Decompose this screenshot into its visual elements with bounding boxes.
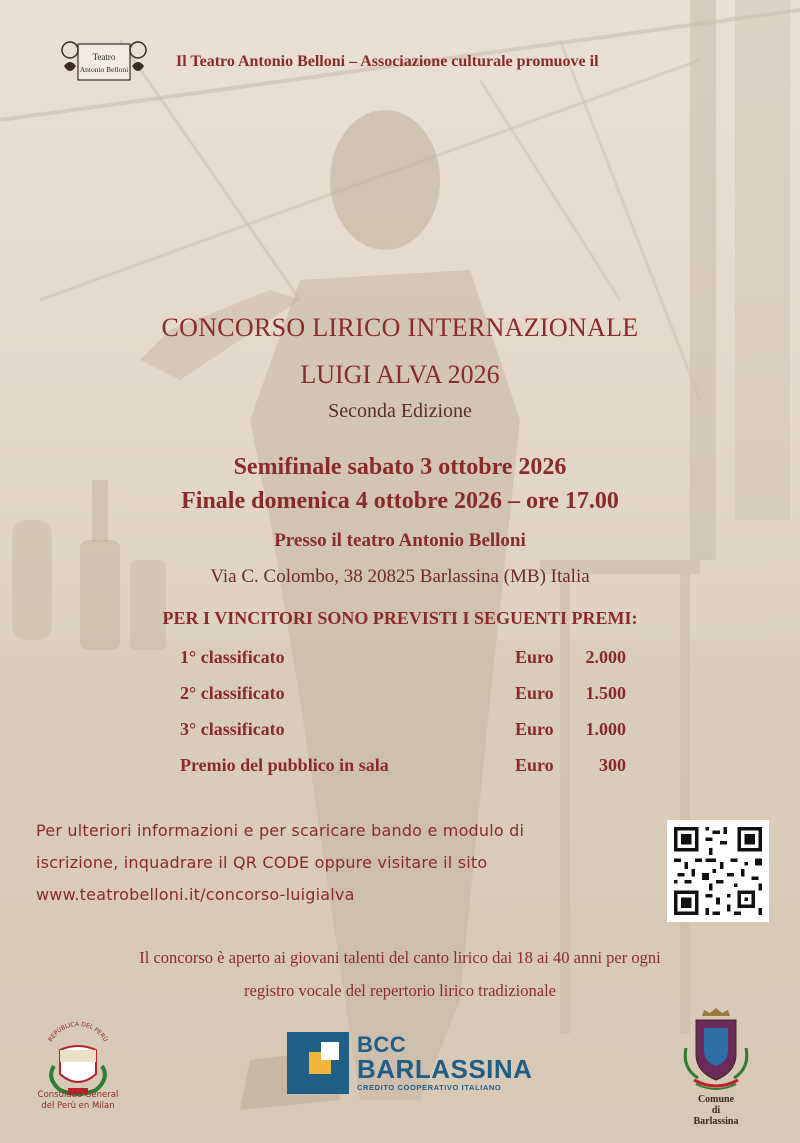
prize-amount: 2.000 bbox=[585, 647, 626, 667]
prize-currency: Euro bbox=[515, 647, 554, 667]
prize-amount: 1.500 bbox=[585, 683, 626, 703]
contest-title: CONCORSO LIRICO INTERNAZIONALE bbox=[161, 313, 639, 342]
bank-mark-icon bbox=[287, 1032, 349, 1094]
peru-caption-line: Consulado General bbox=[37, 1090, 119, 1100]
comune-crest-icon bbox=[678, 1008, 754, 1092]
venue-address: Via C. Colombo, 38 20825 Barlassina (MB) Italia bbox=[210, 566, 590, 587]
prize-label: 3° classificato bbox=[180, 719, 285, 739]
prize-amount: 300 bbox=[599, 755, 626, 775]
bank-name-line2: BARLASSINA bbox=[357, 1054, 533, 1084]
prize-row bbox=[180, 755, 640, 781]
prize-currency: Euro bbox=[515, 719, 554, 739]
edition-label: Seconda Edizione bbox=[328, 400, 472, 422]
final-date: Finale domenica 4 ottobre 2026 – ore 17.00 bbox=[181, 488, 619, 514]
logo-text-line2: Antonio Belloni bbox=[79, 65, 129, 74]
prize-amount: 1.000 bbox=[585, 719, 626, 739]
prize-currency: Euro bbox=[515, 755, 554, 775]
svg-text:REPÚBLICA DEL PERÚ bbox=[47, 1021, 109, 1043]
logo-text-line1: Teatro bbox=[92, 52, 116, 62]
prize-currency: Euro bbox=[515, 683, 554, 703]
contest-name: LUIGI ALVA 2026 bbox=[300, 360, 500, 389]
qr-code[interactable] bbox=[667, 820, 769, 922]
venue-name: Presso il teatro Antonio Belloni bbox=[274, 530, 526, 551]
prize-label: 1° classificato bbox=[180, 647, 285, 667]
eligibility-line: Il concorso è aperto ai giovani talenti del canto lirico dai 18 ai 40 anni per ogni bbox=[139, 948, 661, 967]
theater-logo bbox=[56, 36, 152, 88]
prize-row bbox=[180, 647, 640, 673]
comune-caption-line: Barlassina bbox=[693, 1116, 739, 1127]
eligibility-line: registro vocale del repertorio lirico tradizionale bbox=[244, 981, 556, 1000]
bank-logo bbox=[287, 1032, 533, 1094]
prize-label: Premio del pubblico in sala bbox=[180, 755, 389, 775]
info-line: iscrizione, inquadrare il QR CODE oppure visitare il sito bbox=[36, 853, 488, 872]
website-link[interactable]: www.teatrobelloni.it/concorso-luigialva bbox=[36, 885, 355, 904]
peru-caption-line: del Perù en Milan bbox=[41, 1101, 115, 1111]
info-line: Per ulteriori informazioni e per scaricare bando e modulo di bbox=[36, 821, 525, 840]
promo-line: Il Teatro Antonio Belloni – Associazione culturale promuove il bbox=[176, 53, 599, 70]
bank-subtitle: CREDITO COOPERATIVO ITALIANO bbox=[357, 1083, 502, 1092]
comune-caption-line: di bbox=[711, 1105, 721, 1116]
prize-row bbox=[180, 719, 640, 745]
peru-seal-text: REPÚBLICA DEL PERÚ bbox=[47, 1020, 109, 1044]
prize-label: 2° classificato bbox=[180, 683, 285, 703]
prize-row bbox=[180, 683, 640, 709]
comune-caption-line: Comune bbox=[697, 1094, 735, 1105]
prizes-heading: PER I VINCITORI SONO PREVISTI I SEGUENTI PREMI: bbox=[162, 608, 638, 628]
semifinal-date: Semifinale sabato 3 ottobre 2026 bbox=[233, 454, 567, 480]
bank-name-line1: BCC bbox=[357, 1032, 407, 1057]
